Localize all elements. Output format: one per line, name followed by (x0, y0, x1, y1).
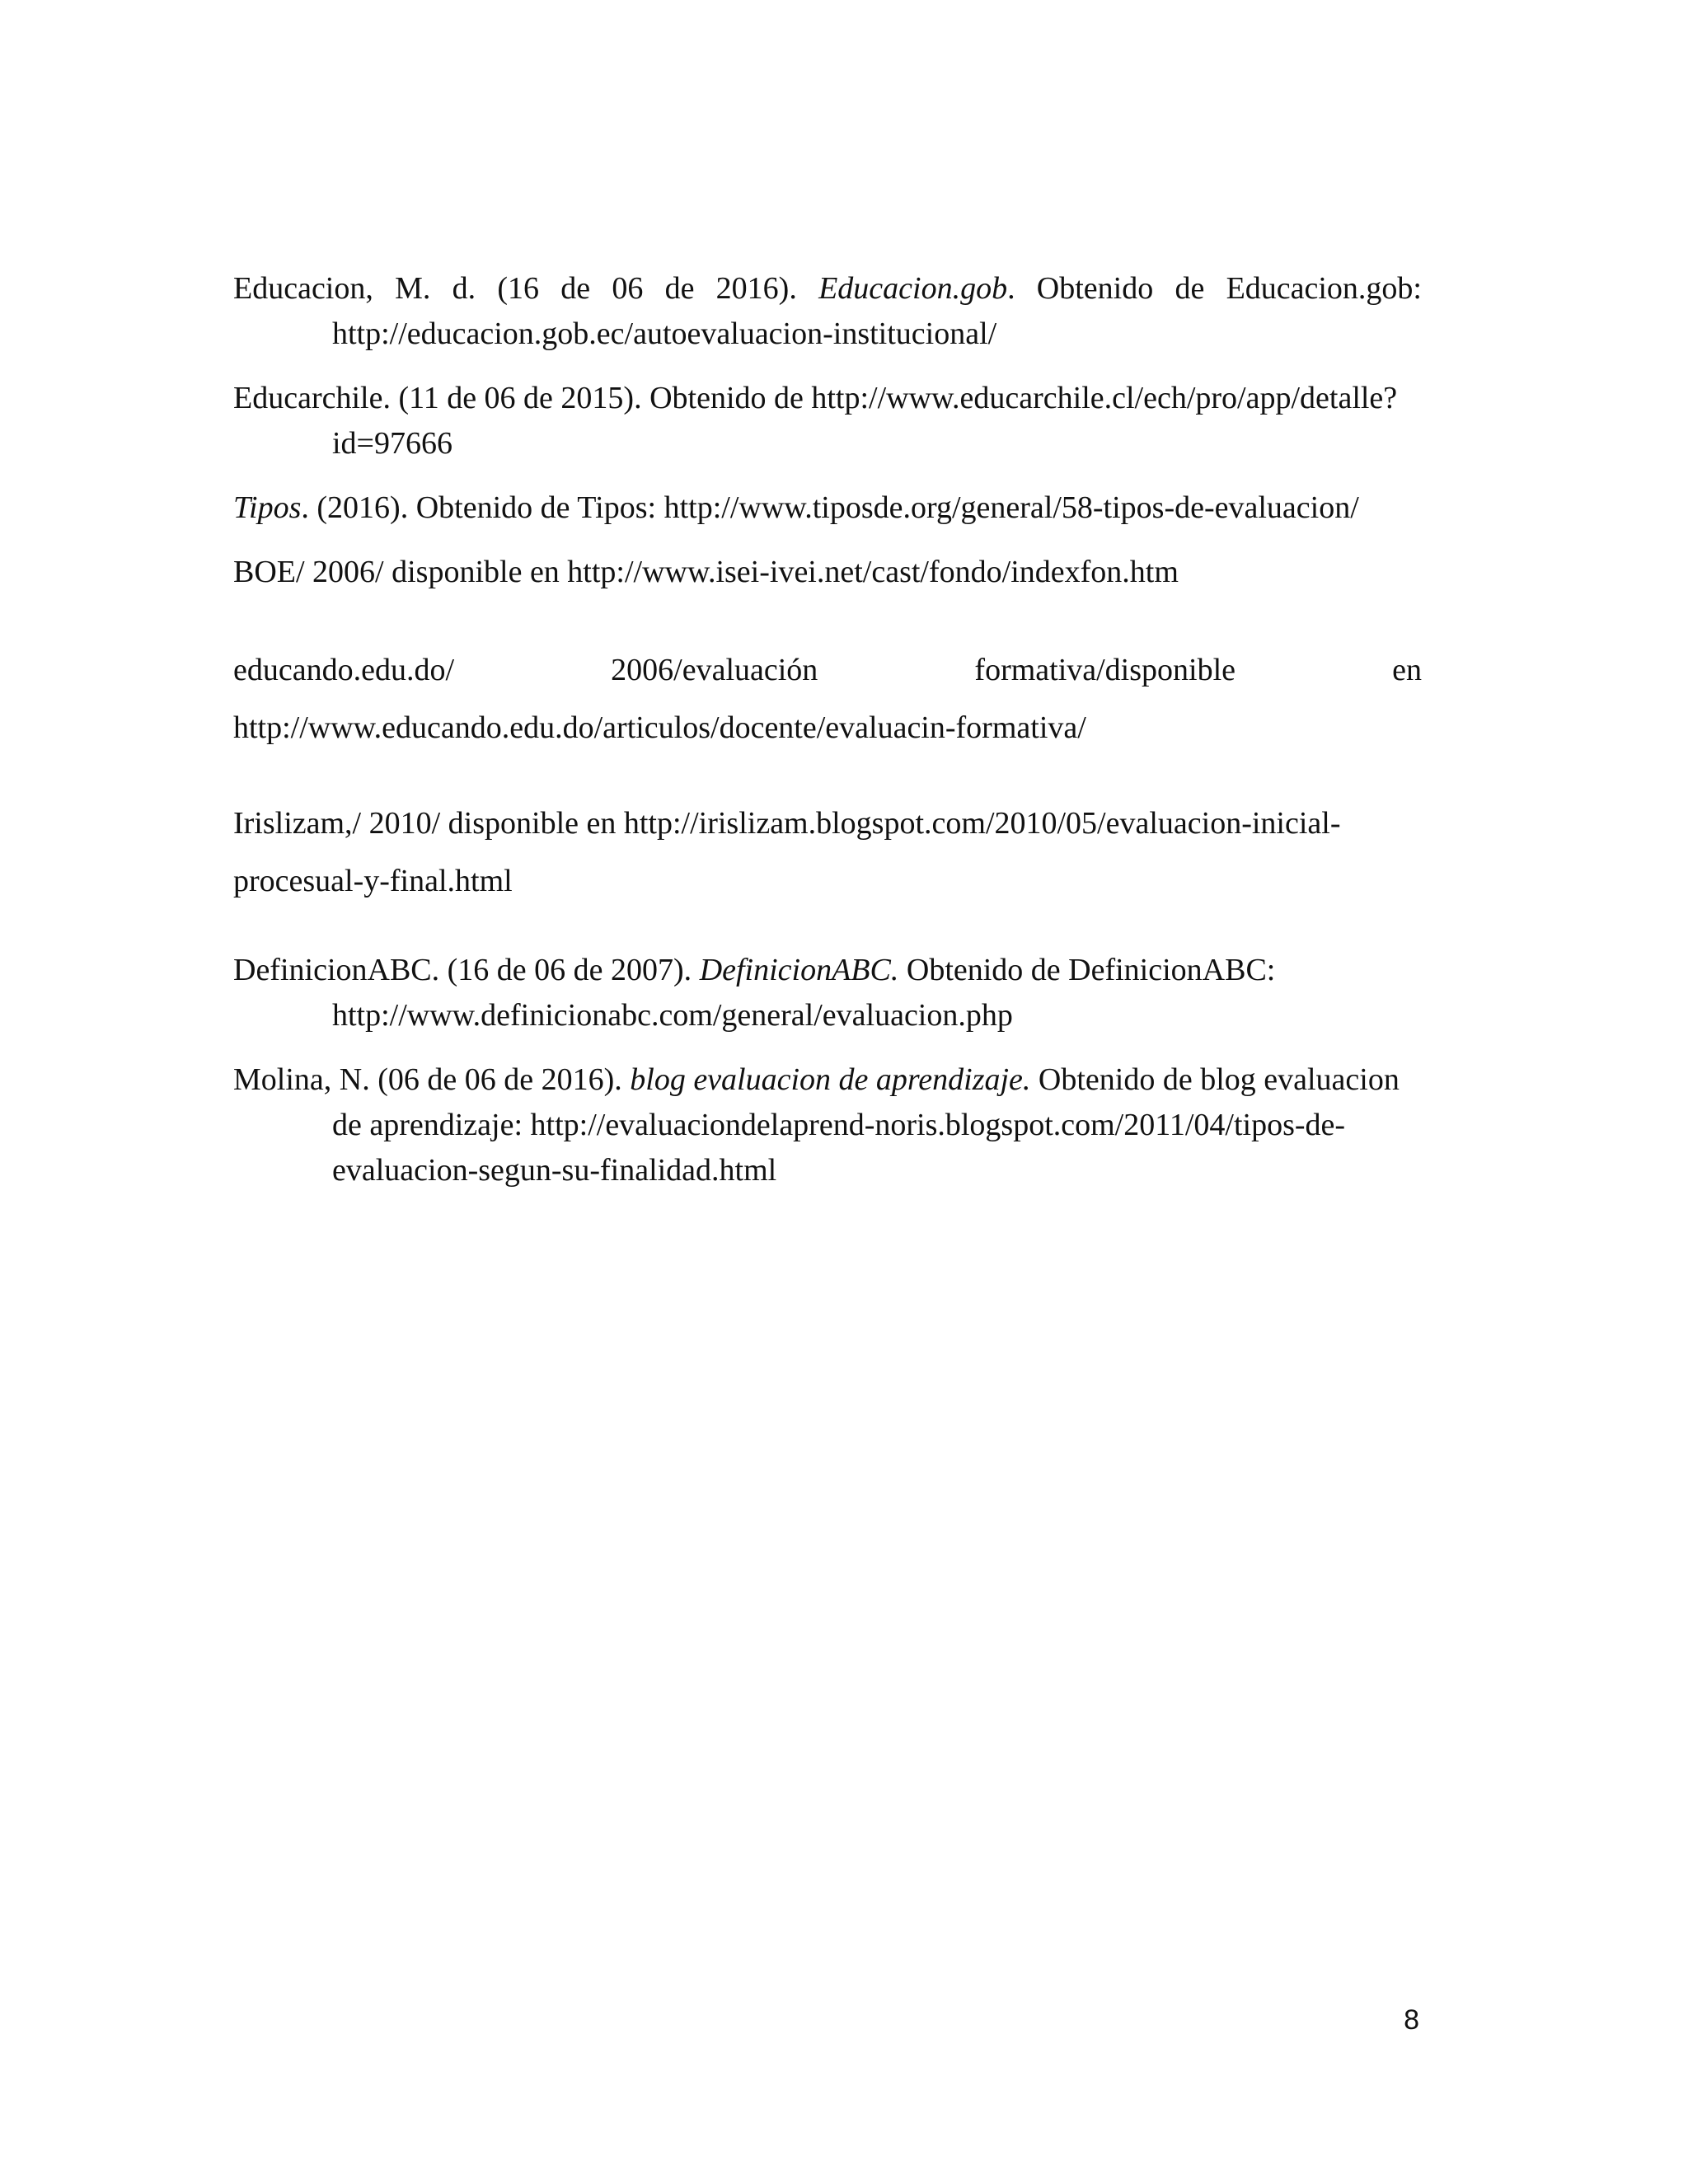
reference-item (233, 948, 1422, 1038)
reference-line: educando.edu.do/ 2006/evaluación formativa/disponible en (233, 653, 1422, 687)
reference-text: . Obtenido de Educacion.gob: http://educacion.gob.ec/autoevaluacion-institucional/ (332, 271, 1422, 351)
reference-item (233, 485, 1422, 531)
reference-text: Obtenido de DefinicionABC: http://www.definicionabc.com/general/evaluacion.php (332, 953, 1276, 1033)
reference-item (233, 641, 1422, 757)
reference-title: Educacion.gob (818, 271, 1008, 306)
reference-text: BOE/ 2006/ disponible en http://www.isei-ivei.net/cast/fondo/indexfon.htm (233, 555, 1179, 589)
reference-title: blog evaluacion de aprendizaje. (630, 1062, 1031, 1097)
reference-line: http://www.educando.edu.do/articulos/docente/evaluacin-formativa/ (233, 710, 1086, 745)
reference-item (233, 266, 1422, 357)
reference-text: Educarchile. (11 de 06 de 2015). Obtenido de http://www.educarchile.cl/ech/pro/app/detalle?id=97666 (233, 381, 1398, 461)
reference-item (233, 376, 1422, 466)
reference-line: Irislizam,/ 2010/ disponible en http://irislizam.blogspot.com/2010/05/evaluacion-inicial- (233, 806, 1341, 841)
reference-line: procesual-y-final.html (233, 864, 513, 898)
reference-text: Molina, N. (06 de 06 de 2016). (233, 1062, 631, 1097)
page-number: 8 (1404, 2004, 1419, 2036)
reference-text: . (2016). Obtenido de Tipos: http://www.tiposde.org/general/58-tipos-de-evaluacion/ (301, 490, 1359, 525)
reference-text: Obtenido de blog evaluacion de aprendizaje: http://evaluaciondelaprend-noris.blogspot.com/2011/04/tipos-de-evaluacion-segun-su-finalidad.html (332, 1062, 1400, 1188)
reference-text: Educacion, M. d. (16 de 06 de 2016). (233, 271, 819, 306)
reference-item (233, 550, 1422, 595)
reference-title: Tipos (233, 490, 302, 525)
reference-text: DefinicionABC. (16 de 06 de 2007). (233, 953, 700, 987)
reference-list (233, 266, 1422, 1212)
reference-item (233, 794, 1422, 910)
reference-title: DefinicionABC. (699, 953, 899, 987)
reference-item (233, 1057, 1422, 1193)
